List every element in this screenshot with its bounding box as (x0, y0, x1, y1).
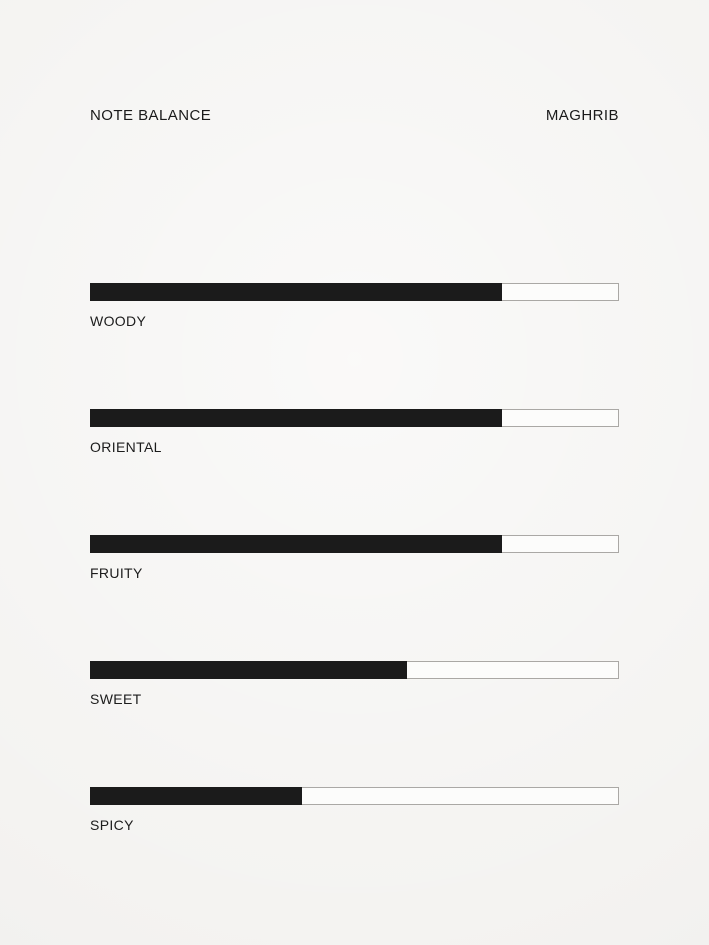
note-bar-fill-woody (90, 283, 502, 301)
note-bar-label: ORIENTAL (90, 439, 162, 455)
note-bar-fill-sweet (90, 661, 407, 679)
note-bar-fill-fruity (90, 535, 502, 553)
note-bar-label: WOODY (90, 313, 147, 329)
note-bar-track-fruity (90, 535, 619, 553)
note-bar-row (90, 535, 619, 581)
note-bar-row (90, 283, 619, 329)
note-bar-label: FRUITY (90, 565, 143, 581)
note-bar-track-sweet (90, 661, 619, 679)
note-bar-fill-oriental (90, 409, 502, 427)
note-bar-row (90, 787, 619, 833)
page-title: NOTE BALANCE (90, 107, 212, 124)
note-bar-label: SPICY (90, 817, 134, 833)
note-bar-row (90, 409, 619, 455)
header (90, 108, 619, 123)
note-bar-row (90, 661, 619, 707)
note-bar-label: SWEET (90, 691, 142, 707)
note-bar-track-oriental (90, 409, 619, 427)
brand-name: MAGHRIB (545, 107, 619, 124)
note-bar-track-spicy (90, 787, 619, 805)
note-bar-fill-spicy (90, 787, 302, 805)
note-bar-track-woody (90, 283, 619, 301)
